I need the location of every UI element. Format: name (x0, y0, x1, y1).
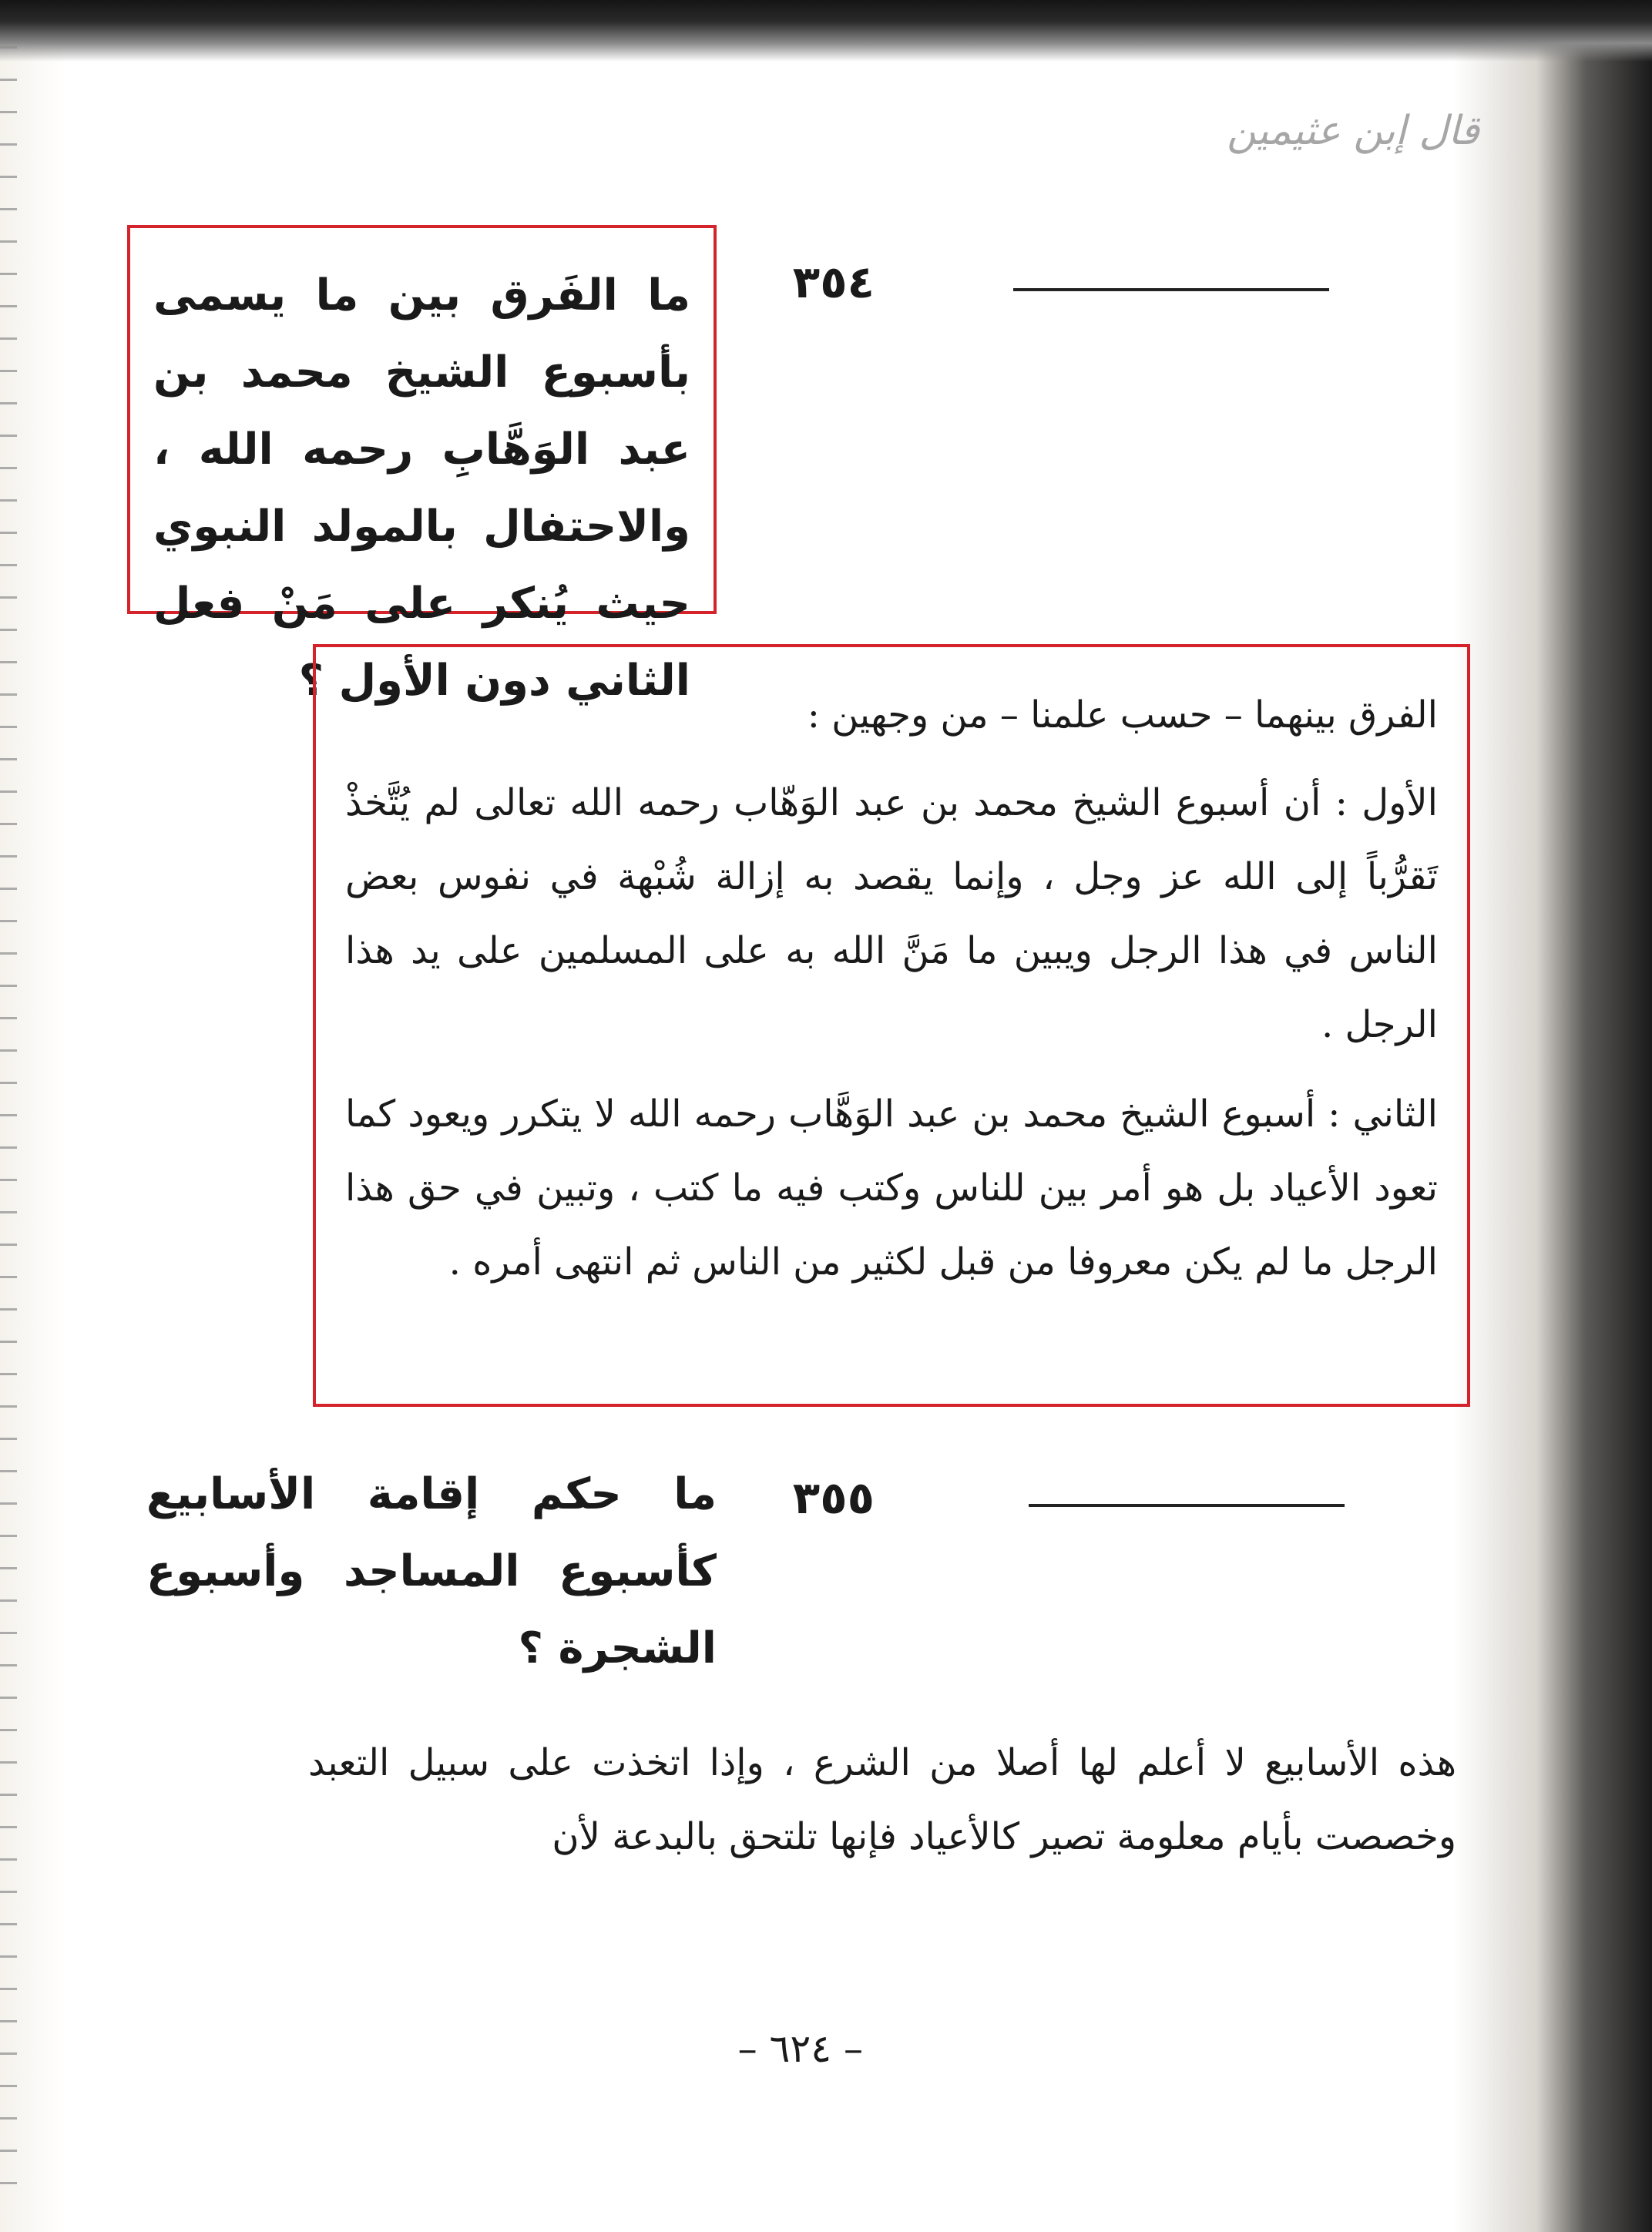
answer-second-point-354: الثاني : أسبوع الشيخ محمد بن عبد الوَهَّاب رحمه الله لا يتكرر ويعود كما تعود الأعياد بل هو أمر بين للناس وكتب فيه ما كتب ، وتبين في حق هذا الرجل ما لم يكن معروفا من قبل لكثير من الناس ثم انتهى أمره . (345, 1093, 1439, 1284)
question-box-354 (127, 225, 717, 706)
answer-text-355: هذه الأسابيع لا أعلم لها أصلا من الشرع ، وإذا اتخذت على سبيل التعبد وخصصت بأيام معلومة تصير كالأعياد فإنها تلتحق بالبدعة لأن (308, 1741, 1457, 1858)
answer-first-point-354: الأول : أن أسبوع الشيخ محمد بن عبد الوَهّاب رحمه الله تعالى لم يُتَّخذْ تَقرُّباً إلى الله عز وجل ، وإنما يقصد به إزالة شُبْهة في نفوس بعض الناس في هذا الرجل ويبين ما مَنَّ الله به على المسلمين على يد هذا الرجل . (345, 781, 1439, 1046)
question-number-354: ٣٥٤ (792, 256, 875, 308)
question-rule-354 (1013, 288, 1329, 291)
question-rule-355 (1029, 1504, 1345, 1507)
question-text-354: ما الفَرق بين ما يسمى بأسبوع الشيخ محمد بن عبد الوَهَّابِ رحمه الله ، والاحتفال بالمولد النبوي حيث يُنكر على مَنْ فعل الثاني دون الأول ؟ (153, 270, 690, 706)
running-header: قال إبن عثيمين (1227, 108, 1479, 154)
question-number-355: ٣٥٥ (792, 1472, 875, 1524)
page (31, 54, 1495, 2203)
question-text-355: ما حكم إقامة الأسابيع كأسبوع المساجد وأسبوع الشجرة ؟ (146, 1469, 717, 1673)
binding-stitch-marks (0, 46, 17, 2188)
page-number: – ٦٢٤ – (737, 2026, 863, 2071)
answer-box-354 (313, 644, 1470, 1407)
answer-intro-354: الفرق بينهما – حسب علمنا – من وجهين : (807, 693, 1438, 737)
top-edge-shadow (0, 0, 1652, 62)
